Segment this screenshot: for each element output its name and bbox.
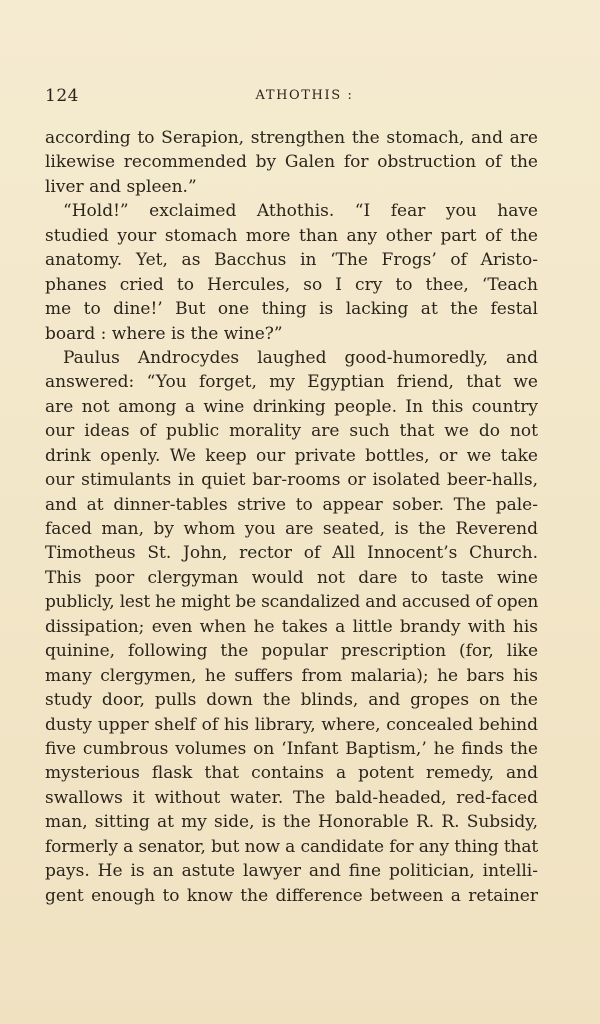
text-line: studied your stomach more than any other part of the: [45, 225, 538, 246]
text-line: This poor clergyman would not dare to taste wine: [45, 567, 538, 588]
text-line: are not among a wine drinking people. In this country: [45, 396, 538, 417]
text-line: faced man, by whom you are seated, is the Reverend: [45, 519, 538, 539]
text-line: gent enough to know the difference between a retainer: [45, 885, 538, 906]
text-line: likewise recommended by Galen for obstruction of the: [45, 152, 538, 173]
text-line: Timotheus St. John, rector of All Innocent’s Church.: [45, 543, 538, 564]
text-line: many clergymen, he suffers from malaria); he bars his: [45, 665, 538, 686]
text-line: “Hold!” exclaimed Athothis. “I fear you have: [63, 201, 538, 222]
text-line: dusty upper shelf of his library, where, concealed behind: [45, 714, 538, 735]
text-line: liver and spleen.”: [45, 176, 197, 197]
page-number: 124: [45, 86, 79, 106]
text-line: five cumbrous volumes on ‘Infant Baptism,’ he finds the: [45, 738, 538, 759]
text-line: man, sitting at my side, is the Honorable R. R. Subsidy,: [45, 812, 538, 833]
text-line: study door, pulls down the blinds, and gropes on the: [45, 690, 538, 711]
text-line: anatomy. Yet, as Bacchus in ‘The Frogs’ of Aristo-: [45, 250, 538, 271]
text-line: dissipation; even when he takes a little brandy with his: [45, 616, 538, 637]
text-line: publicly, lest he might be scandalized and accused of open: [45, 592, 538, 613]
text-line: quinine, following the popular prescription (for, like: [45, 641, 538, 662]
text-line: swallows it without water. The bald-headed, red-faced: [45, 787, 538, 808]
text-line: board : where is the wine?”: [45, 323, 283, 344]
text-line: our ideas of public morality are such that we do not: [45, 421, 538, 442]
text-line: formerly a senator, but now a candidate for any thing that: [45, 836, 538, 857]
text-line: Paulus Androcydes laughed good-humoredly, and: [63, 347, 538, 368]
text-line: me to dine!’ But one thing is lacking at the festal: [45, 299, 538, 320]
text-line: answered: “You forget, my Egyptian friend, that we: [45, 372, 538, 393]
text-line: and at dinner-tables strive to appear sober. The pale-: [45, 494, 538, 515]
text-line: according to Serapion, strengthen the stomach, and are: [45, 128, 538, 148]
text-line: our stimulants in quiet bar-rooms or isolated beer-halls,: [45, 470, 538, 491]
body-text: [45, 126, 538, 908]
text-line: drink openly. We keep our private bottles, or we take: [45, 445, 538, 466]
text-line: mysterious flask that contains a potent remedy, and: [45, 763, 538, 784]
running-title: ATHOTHIS :: [255, 88, 354, 103]
text-line: pays. He is an astute lawyer and fine politician, intelli-: [45, 861, 538, 882]
page-header: [45, 86, 538, 108]
text-line: phanes cried to Hercules, so I cry to thee, ‘Teach: [45, 274, 538, 295]
